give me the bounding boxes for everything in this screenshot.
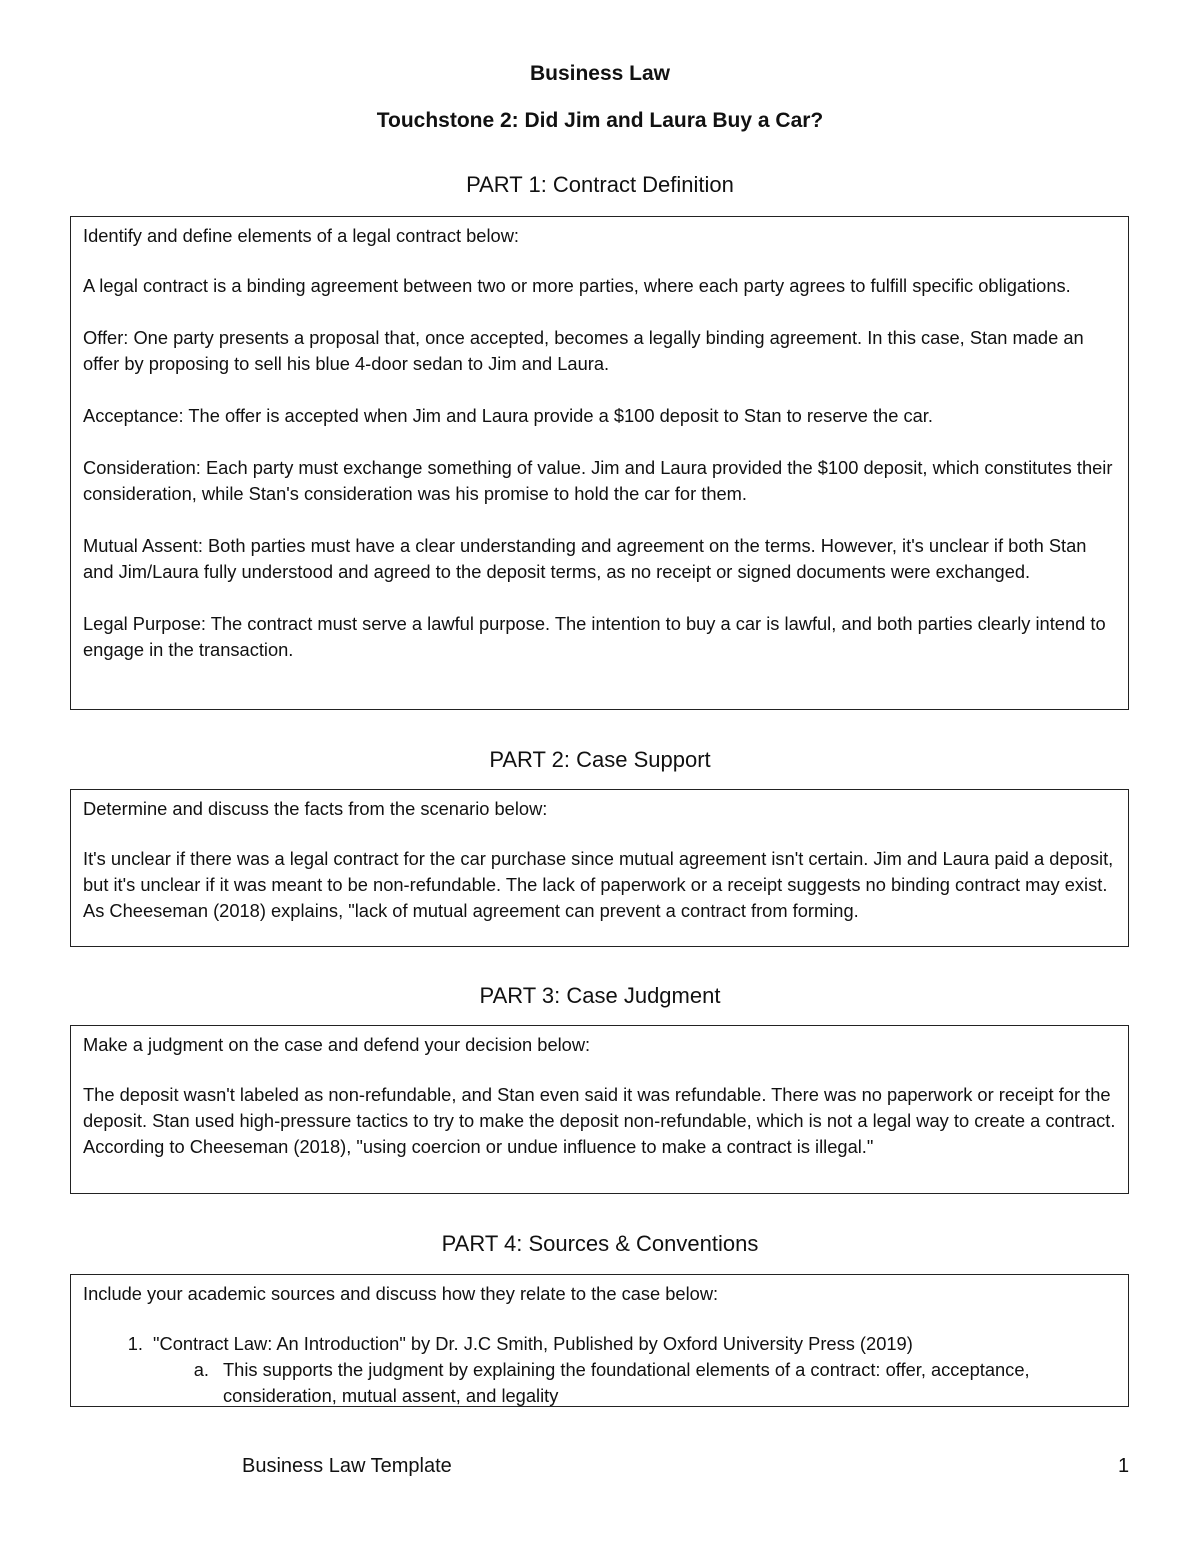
sources-list: [83, 1331, 1116, 1409]
part1-prompt: Identify and define elements of a legal contract below:: [83, 225, 519, 246]
list-item: [83, 1331, 1116, 1357]
part1-paragraph-acceptance: Acceptance: The offer is accepted when Jim and Laura provide a $100 deposit to Stan to reserve the car.: [83, 405, 933, 426]
source-relevance: This supports the judgment by explaining the foundational elements of a contract: offer, acceptance, consideration, mutual assent, and legality: [223, 1359, 1030, 1406]
part1-paragraph-consideration: Consideration: Each party must exchange something of value. Jim and Laura provided the $100 deposit, which constitutes their consideration, while Stan's consideration was his promise to hold the car for them.: [83, 457, 1113, 504]
source-citation: "Contract Law: An Introduction" by Dr. J.C Smith, Published by Oxford University Press (2019): [153, 1333, 913, 1354]
part4-prompt: Include your academic sources and discuss how they relate to the case below:: [83, 1283, 719, 1304]
course-heading: Business Law: [529, 62, 671, 85]
page-number: 1: [1118, 1455, 1130, 1477]
list-item-number: 1.: [127, 1333, 143, 1354]
part3-prompt: Make a judgment on the case and defend your decision below:: [83, 1034, 591, 1055]
part1-paragraph-legal-purpose: Legal Purpose: The contract must serve a lawful purpose. The intention to buy a car is lawful, and both parties clearly intend to engage in the transaction.: [83, 613, 1106, 660]
sub-list-item-letter: a.: [193, 1359, 209, 1380]
part1-paragraph-mutual-assent: Mutual Assent: Both parties must have a clear understanding and agreement on the terms. However, it's unclear if both Stan and Jim/Laura fully understood and agreed to the deposit terms, as no receipt or signed documents were exchanged.: [83, 535, 1087, 582]
part2-prompt: Determine and discuss the facts from the scenario below:: [83, 798, 548, 819]
part4-title: PART 4: Sources & Conventions: [441, 1231, 759, 1256]
part1-title: PART 1: Contract Definition: [466, 172, 734, 197]
part3-paragraph: The deposit wasn't labeled as non-refundable, and Stan even said it was refundable. There was no paperwork or receipt for the deposit. Stan used high-pressure tactics to try to make the deposit non-refundable, which is not a legal way to create a contract. According to Cheeseman (2018), "using coercion or undue influence to make a contract is illegal.": [83, 1084, 1116, 1157]
part2-box: [70, 789, 1129, 947]
sub-list-item: [153, 1357, 1116, 1409]
part1-paragraph-definition: A legal contract is a binding agreement between two or more parties, where each party agrees to fulfill specific obligations.: [83, 275, 1071, 296]
part3-box: [70, 1025, 1129, 1194]
part3-title: PART 3: Case Judgment: [479, 983, 721, 1008]
part1-paragraph-offer: Offer: One party presents a proposal that, once accepted, becomes a legally binding agreement. In this case, Stan made an offer by proposing to sell his blue 4-door sedan to Jim and Laura.: [83, 327, 1084, 374]
part2-title: PART 2: Case Support: [489, 747, 711, 772]
part2-paragraph: It's unclear if there was a legal contract for the car purchase since mutual agreement isn't certain. Jim and Laura paid a deposit, but it's unclear if it was meant to be non-refundable. The lack of paperwork or a receipt suggests no binding contract may exist. As Cheeseman (2018) explains, "lack of mutual agreement can prevent a contract from forming.: [83, 848, 1114, 921]
part1-box: [70, 216, 1129, 710]
part4-box: [70, 1274, 1129, 1407]
touchstone-heading: Touchstone 2: Did Jim and Laura Buy a Car?: [376, 109, 824, 132]
footer-label: Business Law Template: [242, 1455, 452, 1477]
